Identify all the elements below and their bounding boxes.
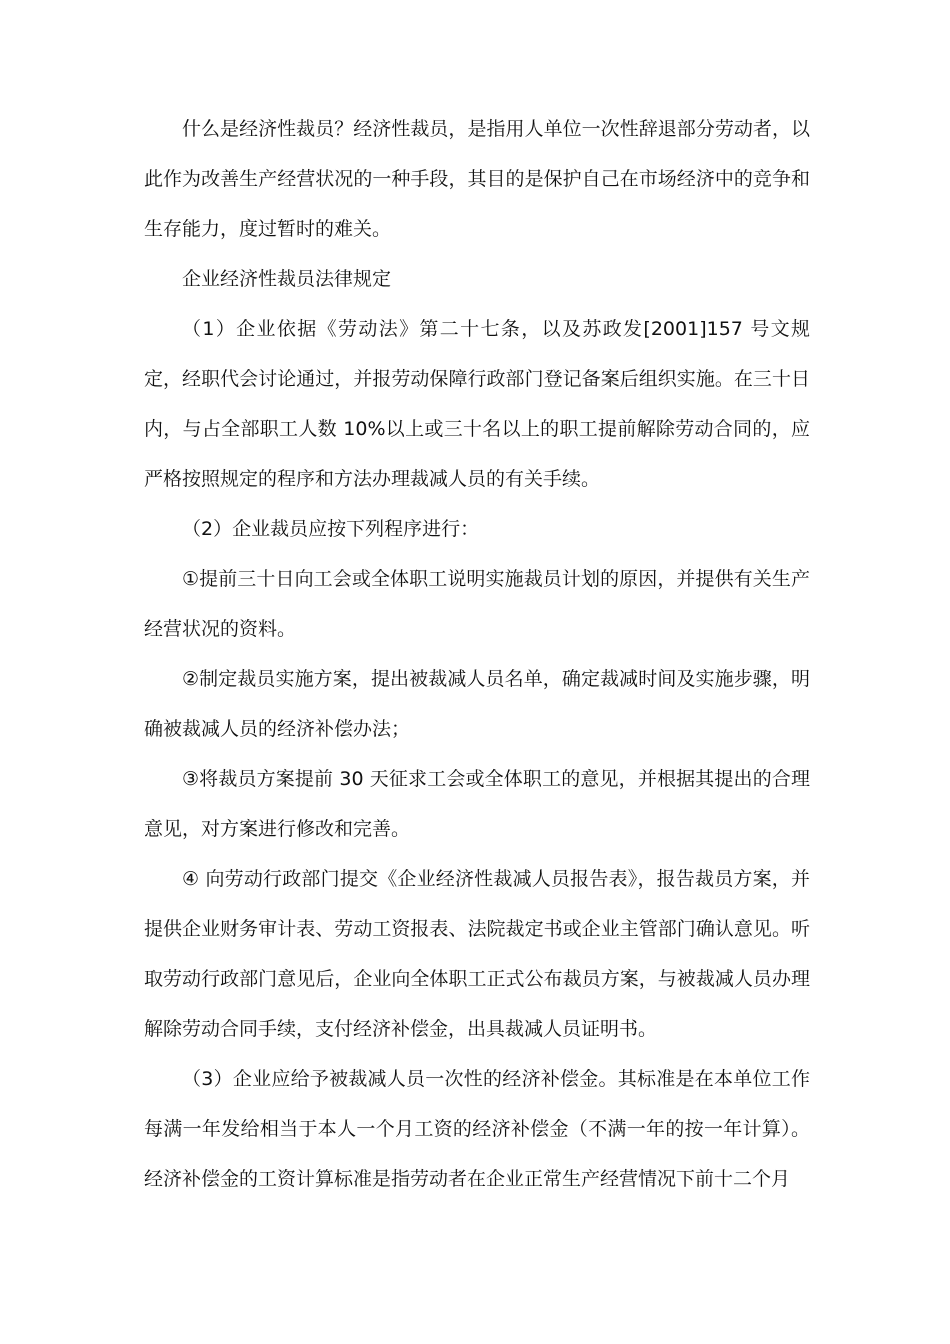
paragraph-step-4: ④ 向劳动行政部门提交《企业经济性裁减人员报告表》，报告裁员方案，并提供企业财务审计表、劳动工资报表、法院裁定书或企业主管部门确认意见。听取劳动行政部门意见后，企业向全体职工正式公布裁员方案，与被裁减人员办理解除劳动合同手续，支付经济补偿金，出具裁减人员证明书。 <box>144 868 810 1040</box>
section-heading: 企业经济性裁员法律规定 <box>182 268 392 290</box>
paragraph-rule-2: （2）企业裁员应按下列程序进行： <box>182 518 480 540</box>
paragraph-step-3: ③将裁员方案提前 30 天征求工会或全体职工的意见，并根据其提出的合理意见，对方案进行修改和完善。 <box>144 768 810 840</box>
paragraph-step-1: ①提前三十日向工会或全体职工说明实施裁员计划的原因，并提供有关生产经营状况的资料。 <box>144 568 810 640</box>
paragraph-definition: 什么是经济性裁员？经济性裁员，是指用人单位一次性辞退部分劳动者，以此作为改善生产经营状况的一种手段，其目的是保护自己在市场经济中的竞争和生存能力，度过暂时的难关。 <box>144 118 810 240</box>
paragraph-rule-1: （1）企业依据《劳动法》第二十七条，以及苏政发[2001]157 号文规定，经职代会讨论通过，并报劳动保障行政部门登记备案后组织实施。在三十日内，与占全部职工人数 10%以上或三十名以上的职工提前解除劳动合同的，应严格按照规定的程序和方法办理裁减人员的有关手续。 <box>144 318 810 490</box>
paragraph-rule-3: （3）企业应给予被裁减人员一次性的经济补偿金。其标准是在本单位工作每满一年发给相当于本人一个月工资的经济补偿金（不满一年的按一年计算）。经济补偿金的工资计算标准是指劳动者在企业正常生产经营情况下前十二个月 <box>144 1068 810 1190</box>
paragraph-step-2: ②制定裁员实施方案，提出被裁减人员名单，确定裁减时间及实施步骤，明确被裁减人员的经济补偿办法； <box>144 668 810 740</box>
document-body <box>144 104 810 1204</box>
